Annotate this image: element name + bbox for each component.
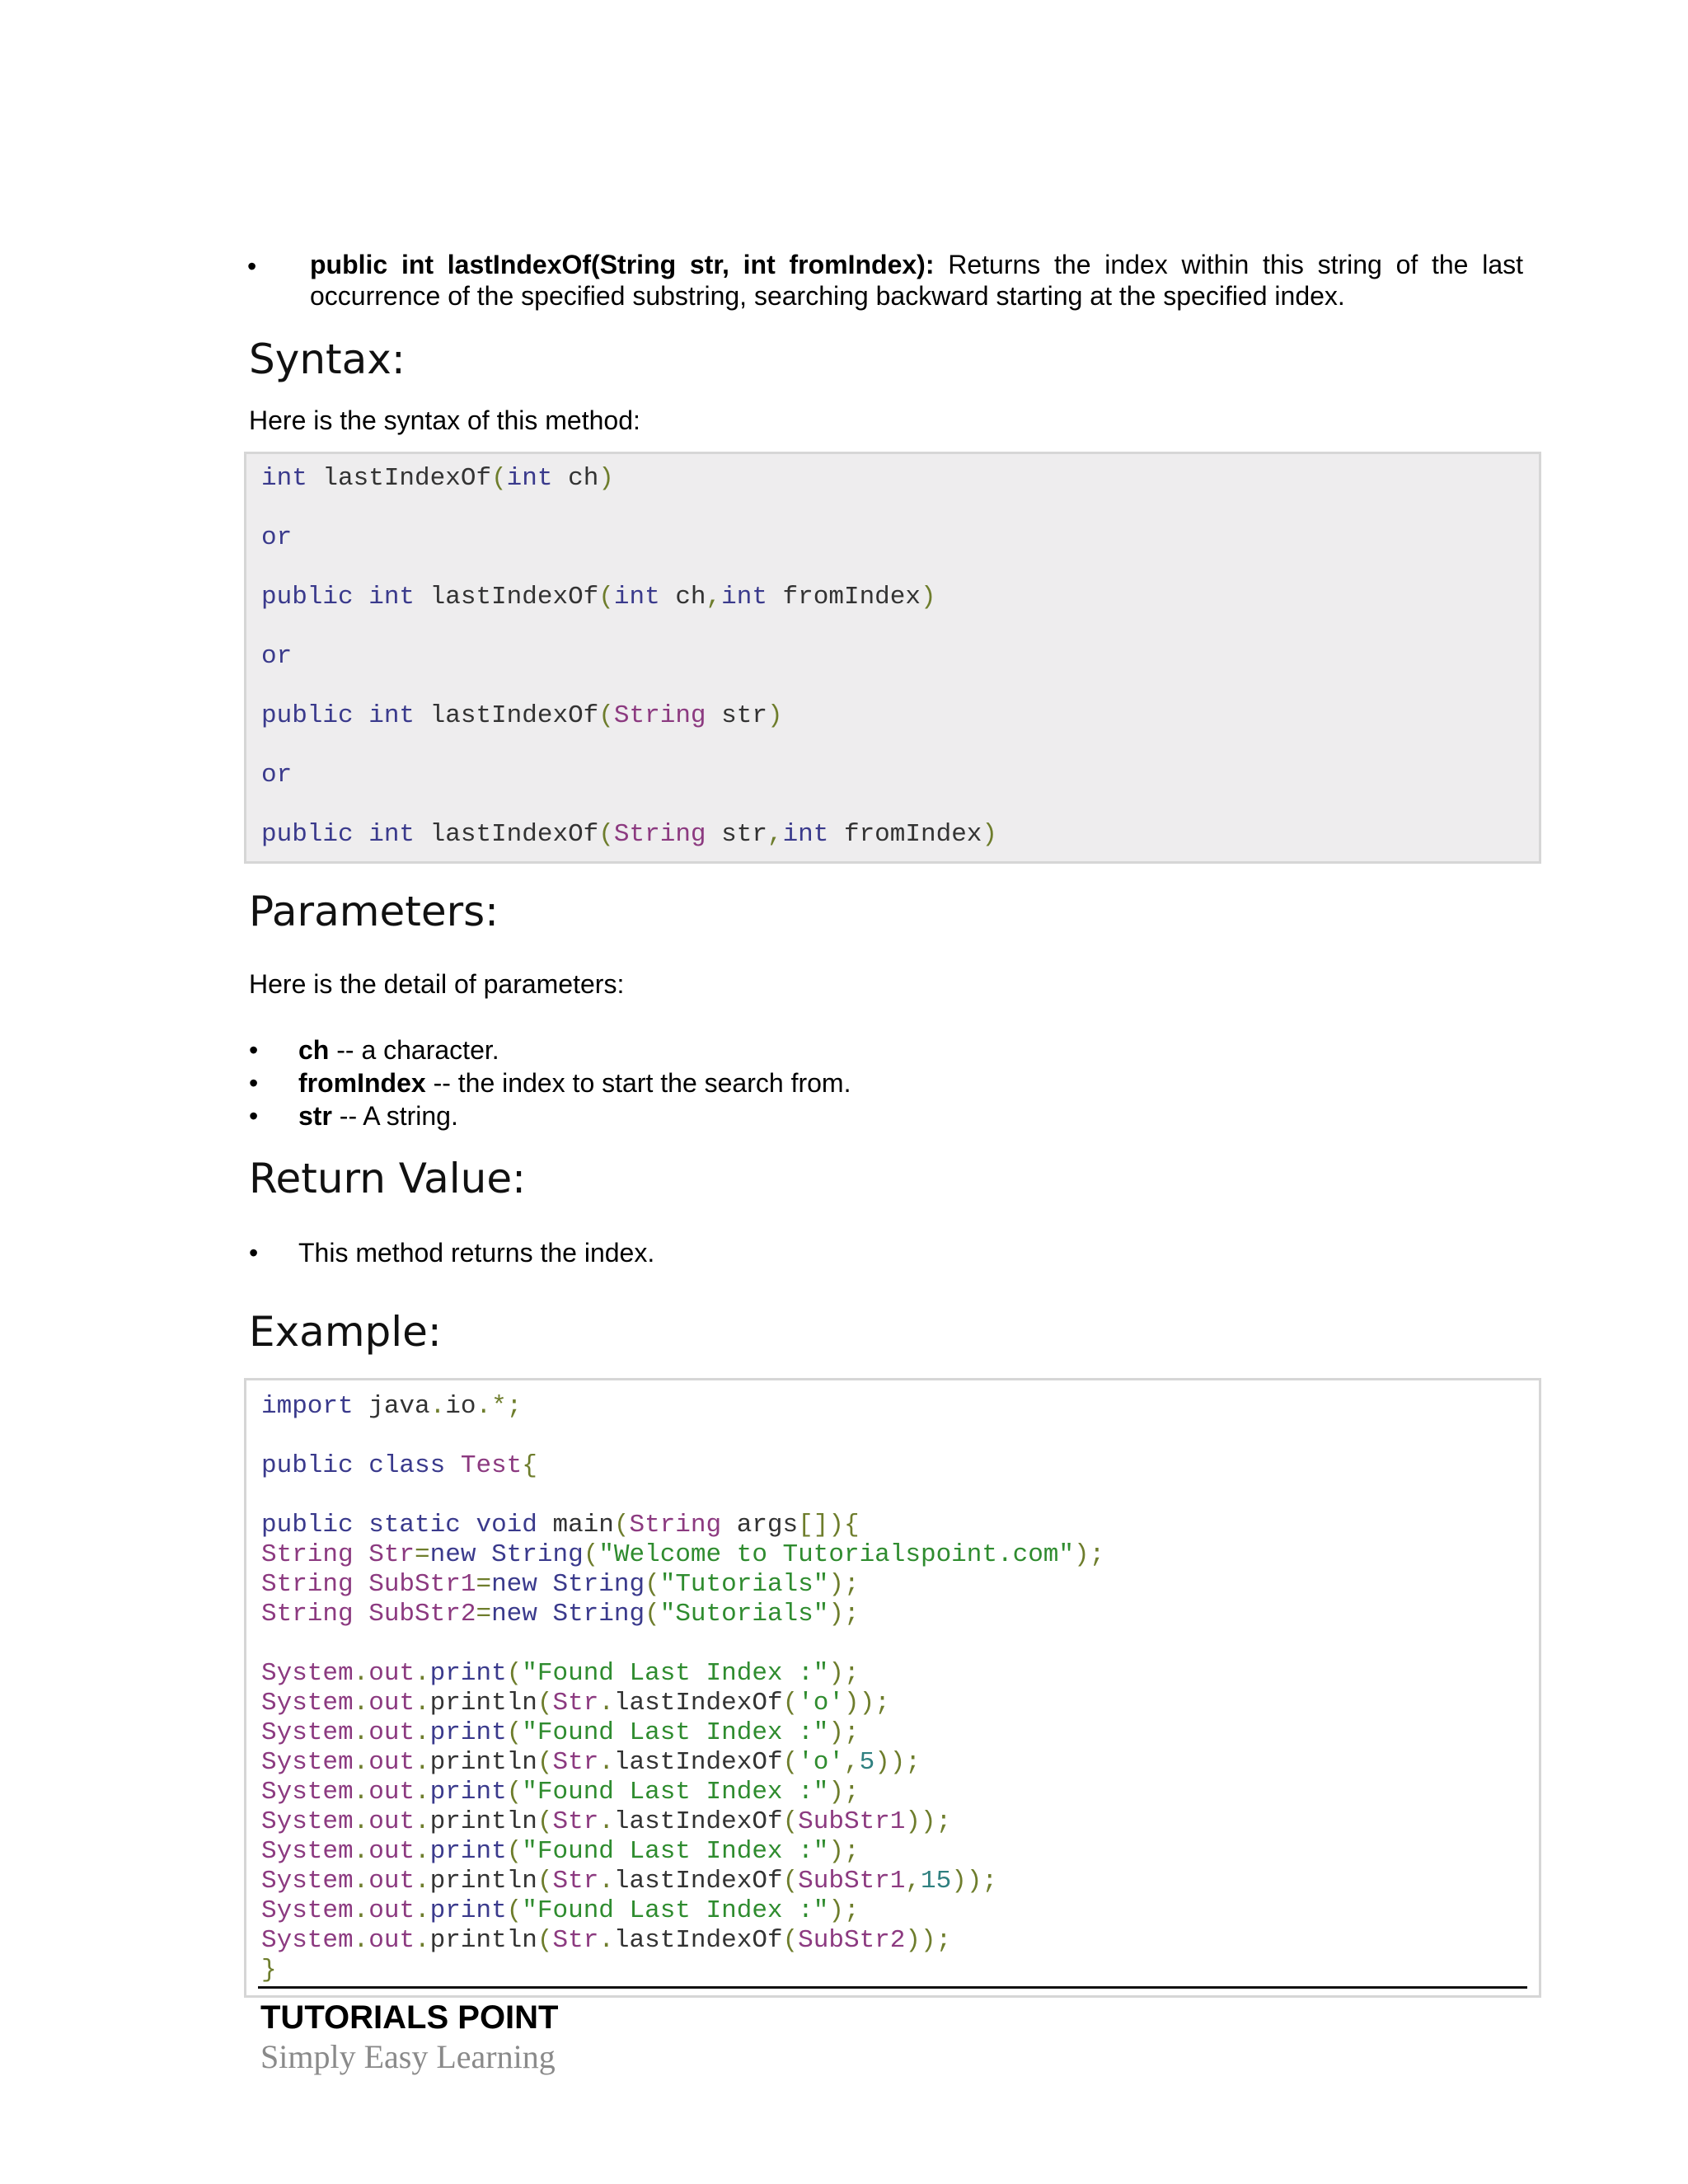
list-item: • This method returns the index. [249, 1238, 655, 1268]
code-line: System.out.println(Str.lastIndexOf(SubStr2)); [261, 1926, 952, 1955]
return-value-text: This method returns the index. [298, 1238, 655, 1268]
example-heading: Example: [249, 1308, 442, 1356]
code-line: public int lastIndexOf(String str,int fromIndex) [261, 820, 998, 849]
code-line: String SubStr1=new String("Tutorials"); [261, 1570, 860, 1599]
code-line: or [261, 523, 293, 552]
parameters-intro: Here is the detail of parameters: [249, 969, 625, 999]
method-description-text: Returns the index within this string of the last occurrence of the specified substring, searching backward starting at the specified index. [310, 250, 1524, 311]
return-value-list [249, 1236, 1238, 1271]
method-description [310, 249, 1523, 312]
code-line: System.out.println(Str.lastIndexOf(SubStr1,15)); [261, 1867, 998, 1896]
code-line: System.out.print("Found Last Index :"); [261, 1718, 860, 1747]
code-line: System.out.print("Found Last Index :"); [261, 1896, 860, 1925]
code-line: } [261, 1956, 277, 1985]
code-line: public class Test{ [261, 1451, 537, 1480]
code-line: System.out.print("Found Last Index :"); [261, 1659, 860, 1688]
code-line: public int lastIndexOf(String str) [261, 701, 783, 730]
param-name: str [298, 1101, 332, 1131]
param-name: fromIndex [298, 1068, 426, 1098]
parameters-list [249, 1033, 1238, 1141]
list-item: • str -- A string. [249, 1101, 458, 1131]
footer-subtitle: Simply Easy Learning [260, 2038, 556, 2075]
code-line: System.out.print("Found Last Index :"); [261, 1837, 860, 1866]
code-line: String SubStr2=new String("Sutorials"); [261, 1600, 860, 1629]
param-desc: -- a character. [329, 1035, 499, 1065]
param-name: ch [298, 1035, 330, 1065]
syntax-intro: Here is the syntax of this method: [249, 405, 640, 435]
code-line: int lastIndexOf(int ch) [261, 464, 614, 493]
code-line: public static void main(String args[]){ [261, 1511, 860, 1540]
code-line: or [261, 761, 293, 790]
code-line: import java.io.*; [261, 1392, 523, 1421]
footer-rule [258, 1986, 1527, 1989]
param-desc: -- A string. [331, 1101, 458, 1131]
code-line: System.out.print("Found Last Index :"); [261, 1778, 860, 1807]
code-line: System.out.println(Str.lastIndexOf('o',5)); [261, 1748, 921, 1777]
param-desc: -- the index to start the search from. [425, 1068, 851, 1098]
syntax-code-block [244, 452, 1541, 864]
code-line: System.out.println(Str.lastIndexOf(SubStr1)); [261, 1807, 952, 1836]
syntax-heading: Syntax: [249, 335, 406, 383]
code-line: String Str=new String("Welcome to Tutorialspoint.com"); [261, 1540, 1105, 1569]
code-line: System.out.println(Str.lastIndexOf('o')); [261, 1689, 890, 1718]
code-line: or [261, 642, 293, 671]
bullet-dot: • [247, 251, 257, 281]
list-item: • fromIndex -- the index to start the search from. [249, 1068, 851, 1098]
method-signature: public int lastIndexOf(String str, int fromIndex): [310, 250, 935, 279]
list-item: • ch -- a character. [249, 1035, 499, 1065]
example-code-block [244, 1378, 1541, 1998]
footer-title: TUTORIALS POINT [260, 1999, 559, 2036]
code-line: public int lastIndexOf(int ch,int fromIndex) [261, 583, 936, 612]
return-value-heading: Return Value: [249, 1155, 526, 1202]
parameters-heading: Parameters: [249, 888, 499, 935]
